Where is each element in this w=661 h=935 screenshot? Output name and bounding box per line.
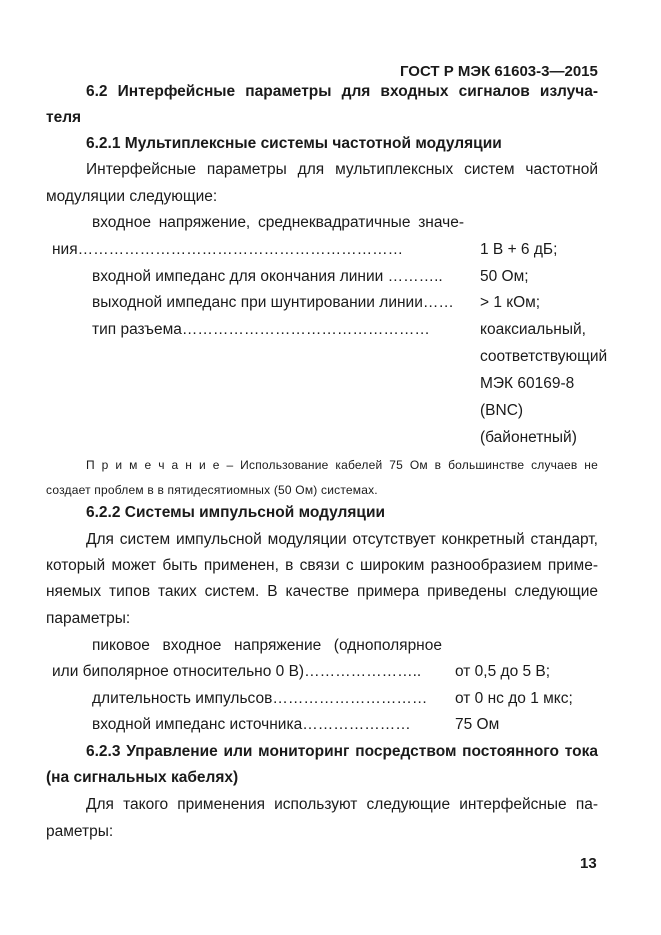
note-line-2: создает проблем в в пятидесятиомных (50 Ом) системах. bbox=[46, 483, 378, 497]
section-6-2-2-para-2: который может быть применен, в связи с широким разнообразием приме- bbox=[46, 557, 598, 574]
param-connector-value-4: (BNC) bbox=[480, 402, 524, 419]
param-voltage-label: входное напряжение, среднеквадратичные значе- bbox=[92, 214, 464, 231]
section-6-2-3-heading-cont: (на сигнальных кабелях) bbox=[46, 769, 239, 786]
document-id: ГОСТ Р МЭК 61603-3—2015 bbox=[400, 63, 598, 80]
page-number: 13 bbox=[580, 855, 597, 872]
param-pulse-value: от 0 нс до 1 мкс; bbox=[455, 690, 573, 707]
param-connector-value-1: коаксиальный, bbox=[480, 321, 586, 338]
section-6-2-3-para-1: Для такого применения используют следующие интерфейсные па- bbox=[86, 796, 598, 813]
param-input-impedance-value: 50 Ом; bbox=[480, 268, 529, 285]
param-voltage-label-cont: ния……………………………………………………… bbox=[52, 241, 404, 258]
param-output-impedance-label: выходной импеданс при шунтировании линии…… bbox=[92, 294, 454, 311]
param-input-impedance-label: входной импеданс для окончания линии ……….. bbox=[92, 268, 443, 285]
param-peak-value: от 0,5 до 5 В; bbox=[455, 663, 551, 680]
param-output-impedance-value: > 1 кОм; bbox=[480, 294, 541, 311]
section-6-2-3-para-2: раметры: bbox=[46, 823, 114, 840]
param-connector-value-3: МЭК 60169-8 bbox=[480, 375, 575, 392]
section-6-2-2-heading: 6.2.2 Системы импульсной модуляции bbox=[86, 504, 386, 521]
note-line-1: П р и м е ч а н и е – Использование кабелей 75 Ом в большинстве случаев не bbox=[86, 458, 598, 472]
section-6-2-3-heading: 6.2.3 Управление или мониторинг посредством постоянного тока bbox=[86, 743, 598, 760]
section-6-2-1-heading: 6.2.1 Мультиплексные системы частотной модуляции bbox=[86, 135, 502, 152]
section-6-2-heading: 6.2 Интерфейсные параметры для входных сигналов излуча- bbox=[86, 83, 598, 100]
param-connector-value-5: (байонетный) bbox=[480, 429, 577, 446]
section-6-2-heading-cont: теля bbox=[46, 109, 82, 126]
param-pulse-label: длительность импульсов………………………… bbox=[92, 690, 428, 707]
section-6-2-2-para-4: параметры: bbox=[46, 610, 131, 627]
section-6-2-1-intro-cont: модуляции следующие: bbox=[46, 188, 218, 205]
param-peak-label: пиковое входное напряжение (однополярное bbox=[92, 637, 442, 654]
param-peak-label-cont: или биполярное относительно 0 В)………………….. bbox=[52, 663, 422, 680]
param-source-label: входной импеданс источника………………… bbox=[92, 716, 411, 733]
param-connector-label: тип разъема………………………………………… bbox=[92, 321, 430, 338]
param-voltage-value: 1 В + 6 дБ; bbox=[480, 241, 558, 258]
section-6-2-2-para-3: няемых типов таких систем. В качестве примера приведены следующие bbox=[46, 583, 598, 600]
param-connector-value-2: соответствующий bbox=[480, 348, 608, 365]
section-6-2-2-para-1: Для систем импульсной модуляции отсутствует конкретный стандарт, bbox=[86, 531, 598, 548]
section-6-2-1-intro: Интерфейсные параметры для мультиплексных систем частотной bbox=[86, 161, 598, 178]
param-source-value: 75 Ом bbox=[455, 716, 500, 733]
